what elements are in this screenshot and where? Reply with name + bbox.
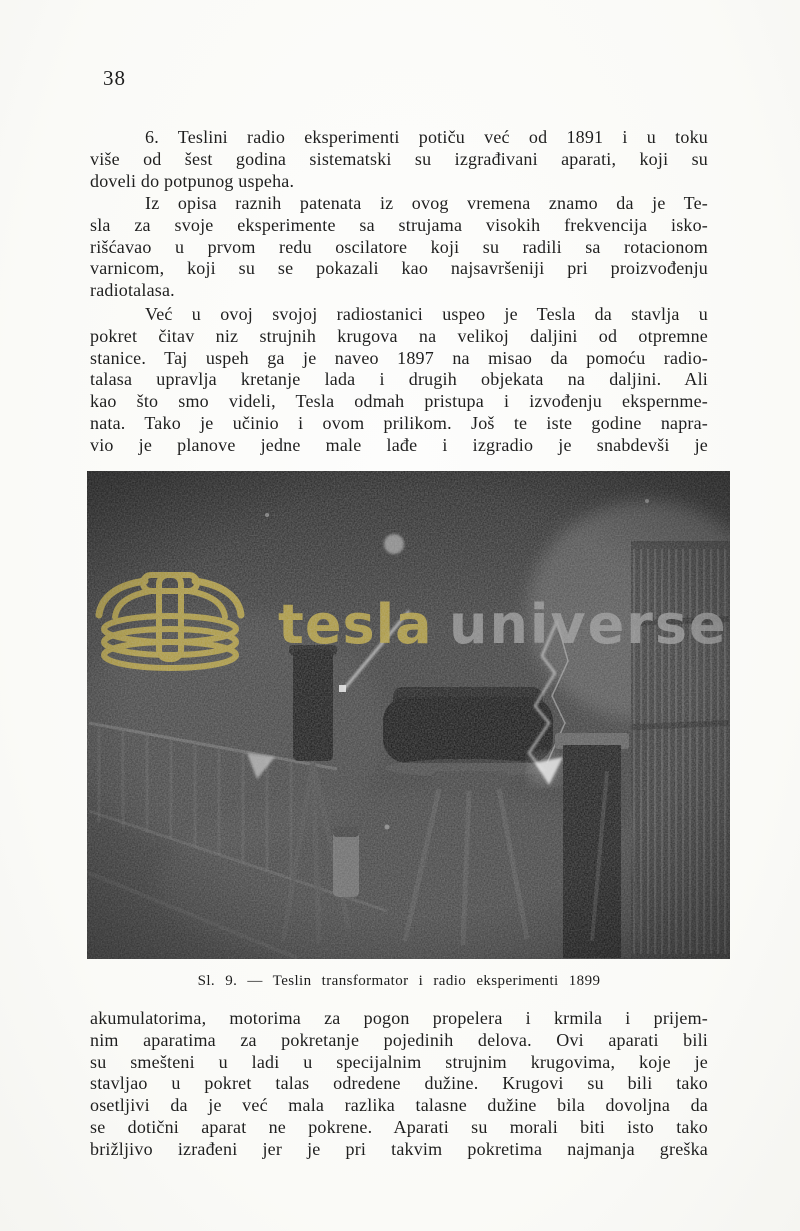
text-line: nim aparatima za pokretanje pojedinih delova. Ovi aparati bili: [90, 1029, 708, 1050]
text-line: sla za svoje eksperimente sa strujama visokih frekvencija isko-: [90, 214, 708, 235]
text-line: Već u ovoj svojoj radiostanici uspeo je Tesla da stavlja u: [145, 304, 708, 324]
text-line: varnicom, koji su se pokazali kao najsavršeniji pri proizvođenju: [90, 258, 708, 279]
tesla-lab-photo: [87, 471, 730, 959]
vignette-overlay: [87, 471, 730, 959]
text-line: nata. Tako je učinio i ovom prilikom. Još te iste godine napra-: [90, 412, 708, 433]
text-line: doveli do potpunog uspeha.: [90, 170, 295, 191]
text-line: kao što smo videli, Tesla odmah pristupa i izvođenju ekspernme-: [90, 391, 708, 412]
text-line: pokret čitav niz strujnih krugova na velikoj daljini od otpremne: [90, 325, 708, 346]
text-line: Iz opisa raznih patenata iz ovog vremena znamo da je Te-: [145, 193, 708, 213]
text-line: brižljivo izrađeni jer je pri takvim pokretima najmanja greška: [90, 1138, 708, 1159]
text-line: 6. Teslini radio eksperimenti potiču već od 1891 i u toku: [145, 127, 708, 147]
paragraph: [90, 127, 708, 192]
text-line: više od šest godina sistematski su izgrađivani aparati, koji su: [90, 148, 708, 169]
figure-caption: Sl. 9. — Teslin transformator i radio eksperimenti 1899: [197, 973, 601, 989]
paragraph: [90, 1008, 708, 1161]
text-line: su smešteni u ladi u specijalnim strujnim krugovima, koje je: [90, 1051, 708, 1072]
text-line: osetljivi da je već mala razlika talasne dužine bila dovoljna da: [90, 1095, 708, 1116]
figure-photo: [87, 471, 730, 959]
text-line: stavljao u pokret talas odredene dužine. Krugovi su bili tako: [90, 1073, 708, 1094]
text-line: radiotalasa.: [90, 280, 175, 301]
text-line: talasa upravlja kretanje lada i drugih objekata na daljini. Ali: [90, 369, 708, 390]
text-line: stanice. Taj uspeh ga je naveo 1897 na misao da pomoću radio-: [90, 347, 708, 368]
text-line: vio je planove jedne male lađe i izgradio je snabdevši je: [90, 434, 708, 455]
paragraph: [90, 193, 708, 302]
paragraph: [90, 304, 708, 457]
page-number: 38: [103, 66, 126, 90]
text-line: rišćavao u prvom redu oscilatore koji su radili sa rotacionom: [90, 236, 708, 257]
text-line: akumulatorima, motorima za pogon propelera i krmila i prijem-: [90, 1008, 708, 1028]
text-line: se dotični aparat ne pokrene. Aparati su morali biti isto tako: [90, 1116, 708, 1137]
